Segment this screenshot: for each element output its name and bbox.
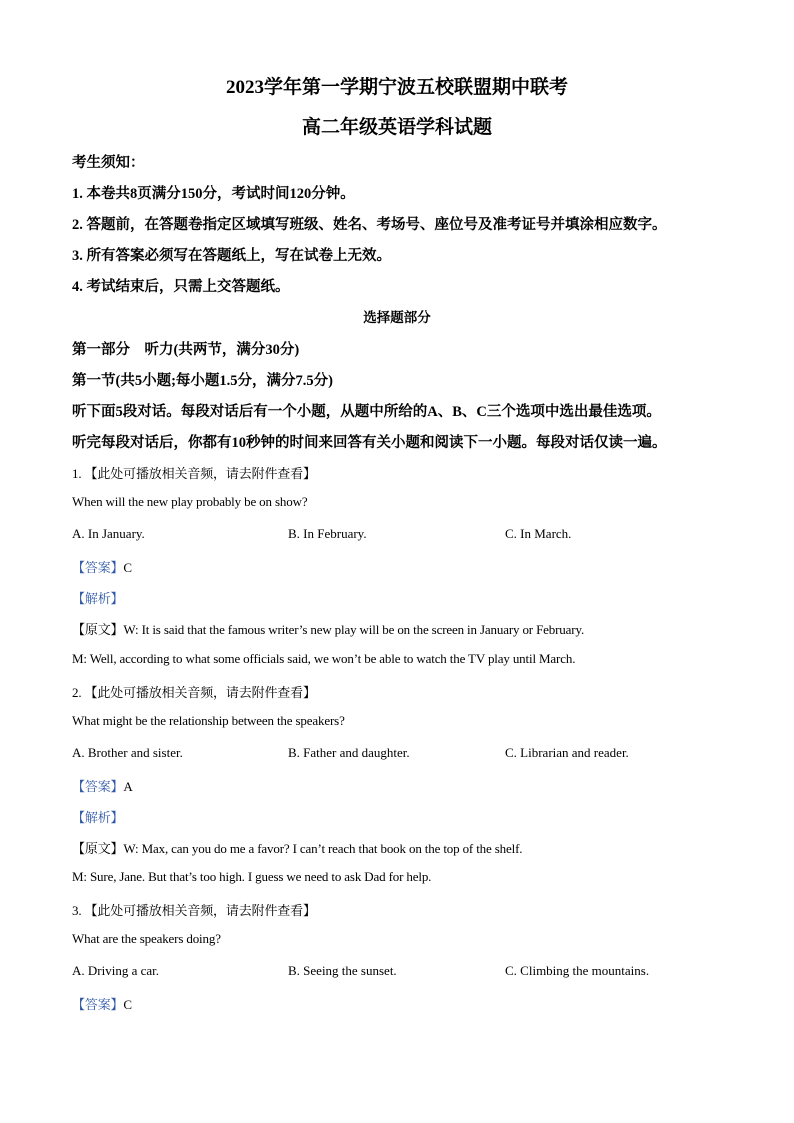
instruction-line: 听完每段对话后，你都有10秒钟的时间来回答有关小题和阅读下一小题。每段对话仅读一遍。	[72, 435, 667, 451]
part-heading: 第一部分 听力(共两节，满分30分)	[72, 342, 300, 358]
exam-title: 2023学年第一学期宁波五校联盟期中联考	[225, 77, 568, 98]
transcript-text: M: Sure, Jane. But that’s too high. I guess we need to ask Dad for help.	[72, 869, 432, 884]
analysis-tag: 【解析】	[72, 591, 124, 606]
option-b: B. In February.	[288, 526, 367, 541]
option-a: A. Driving a car.	[72, 963, 160, 978]
notice-item: 3. 所有答案必须写在答题纸上，写在试卷上无效。	[72, 248, 391, 264]
transcript-tag: 【原文】	[72, 841, 124, 856]
answer-line	[72, 994, 132, 1013]
answer-value: A	[123, 779, 133, 794]
question-text: What might be the relationship between the speakers?	[72, 713, 345, 728]
answer-line	[72, 776, 133, 795]
transcript-line	[72, 619, 584, 638]
exam-subtitle: 高二年级英语学科试题	[301, 117, 492, 138]
section-heading: 选择题部分	[363, 310, 431, 325]
analysis-tag: 【解析】	[72, 810, 124, 825]
question-number-line: 1. 【此处可播放相关音频，请去附件查看】	[72, 466, 316, 481]
option-a: A. Brother and sister.	[72, 745, 183, 760]
answer-tag: 【答案】	[72, 997, 124, 1012]
transcript-text: M: Well, according to what some officials said, we won’t be able to watch the TV play until March.	[72, 651, 576, 666]
answer-value: C	[123, 560, 132, 575]
transcript-text: W: It is said that the famous writer’s new play will be on the screen in January or February.	[123, 622, 585, 637]
notice-item: 1. 本卷共8页满分150分，考试时间120分钟。	[72, 186, 355, 202]
transcript-tag: 【原文】	[72, 622, 124, 637]
option-c: C. Climbing the mountains.	[505, 963, 650, 978]
notice-item: 4. 考试结束后，只需上交答题纸。	[72, 279, 290, 295]
option-c: C. In March.	[505, 526, 572, 541]
answer-line	[72, 557, 132, 576]
option-b: B. Seeing the sunset.	[288, 963, 397, 978]
question-text: What are the speakers doing?	[72, 931, 221, 946]
question-number-line: 2. 【此处可播放相关音频，请去附件查看】	[72, 685, 316, 700]
transcript-line	[72, 838, 522, 857]
question-number-line: 3. 【此处可播放相关音频，请去附件查看】	[72, 903, 316, 918]
answer-value: C	[123, 997, 132, 1012]
answer-tag: 【答案】	[72, 779, 124, 794]
question-text: When will the new play probably be on show?	[72, 494, 308, 509]
notice-heading: 考生须知：	[72, 155, 145, 171]
notice-item: 2. 答题前，在答题卷指定区域填写班级、姓名、考场号、座位号及准考证号并填涂相应数字。	[72, 217, 667, 233]
option-a: A. In January.	[72, 526, 145, 541]
option-c: C. Librarian and reader.	[505, 745, 629, 760]
answer-tag: 【答案】	[72, 560, 124, 575]
instruction-line: 听下面5段对话。每段对话后有一个小题，从题中所给的A、B、C三个选项中选出最佳选项。	[72, 404, 661, 420]
option-b: B. Father and daughter.	[288, 745, 410, 760]
subsection-heading: 第一节(共5小题;每小题1.5分，满分7.5分)	[72, 373, 333, 389]
transcript-text: W: Max, can you do me a favor? I can’t reach that book on the top of the shelf.	[123, 841, 523, 856]
